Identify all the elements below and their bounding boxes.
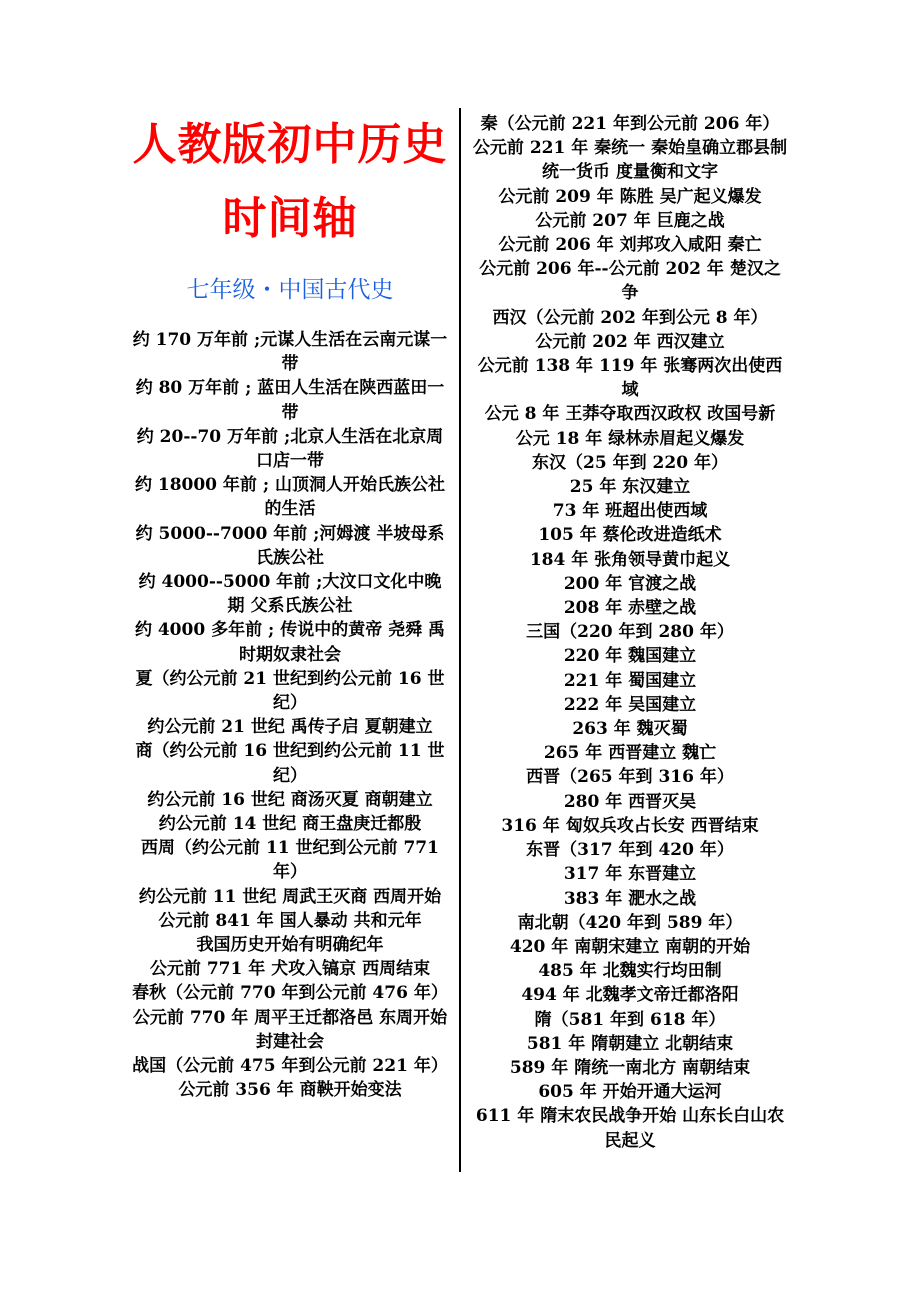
title-line-2: 时间轴 (222, 193, 358, 244)
timeline-entry: 公元前 841 年 国人暴动 共和元年 (158, 910, 422, 931)
timeline-entry: 商（约公元前 16 世纪到约公元前 11 世纪） (135, 741, 445, 786)
timeline-entry: 春秋（公元前 770 年到公元前 476 年） (132, 983, 448, 1004)
timeline-entry: 公元前 207 年 巨鹿之战 (535, 210, 725, 231)
timeline-entry: 589 年 隋统一南北方 南朝结束 (509, 1057, 751, 1078)
timeline-entry: 约 4000--5000 年前 ;大汶口文化中晚期 父系氏族公社 (138, 572, 442, 617)
timeline-entry: 东晋（317 年到 420 年） (526, 840, 734, 861)
timeline-entry: 316 年 匈奴兵攻占长安 西晋结束 (501, 815, 759, 836)
timeline-entry: 73 年 班超出使西域 (552, 501, 708, 522)
timeline-entry: 西汉（公元前 202 年到公元 8 年） (492, 307, 768, 328)
timeline-entry: 西周（约公元前 11 世纪到公元前 771 年） (141, 838, 439, 883)
timeline-entry: 383 年 淝水之战 (563, 888, 697, 909)
title-line-1: 人教版初中历史 (132, 119, 448, 170)
timeline-entry: 公元前 356 年 商鞅开始变法 (178, 1080, 402, 1101)
timeline-entry: 605 年 开始开通大运河 (538, 1082, 722, 1103)
timeline-entry: 208 年 赤壁之战 (563, 598, 697, 619)
right-timeline-list (470, 112, 790, 1153)
timeline-entry: 200 年 官渡之战 (563, 573, 697, 594)
timeline-entry: 222 年 吴国建立 (563, 694, 697, 715)
timeline-entry: 公元前 209 年 陈胜 吴广起义爆发 (498, 186, 762, 207)
timeline-entry: 南北朝（420 年到 589 年） (517, 912, 743, 933)
timeline-entry: 东汉（25 年到 220 年） (532, 452, 728, 473)
column-divider (459, 108, 461, 1172)
timeline-entry: 公元前 206 年--公元前 202 年 楚汉之争 (479, 259, 781, 304)
timeline-entry: 494 年 北魏孝文帝迁都洛阳 (521, 985, 739, 1006)
timeline-entry: 公元 18 年 绿林赤眉起义爆发 (515, 428, 745, 449)
timeline-entry: 25 年 东汉建立 (569, 477, 691, 498)
timeline-entry: 公元 8 年 王莽夺取西汉政权 改国号新 (484, 404, 776, 425)
timeline-entry: 约公元前 21 世纪 禹传子启 夏朝建立 (147, 717, 433, 738)
timeline-entry: 隋（581 年到 618 年） (534, 1009, 726, 1030)
timeline-entry: 611 年 隋末农民战争开始 山东长白山农民起义 (475, 1106, 785, 1151)
timeline-entry: 公元前 771 年 犬攻入镐京 西周结束 (149, 959, 431, 980)
timeline-entry: 约 80 万年前 ; 蓝田人生活在陕西蓝田一带 (135, 378, 445, 423)
timeline-entry: 263 年 魏灭蜀 (572, 719, 688, 740)
timeline-entry: 485 年 北魏实行均田制 (538, 961, 722, 982)
timeline-entry: 221 年 蜀国建立 (563, 670, 697, 691)
timeline-entry: 公元前 202 年 西汉建立 (535, 331, 725, 352)
timeline-entry: 西晋（265 年到 316 年） (526, 767, 734, 788)
timeline-entry: 我国历史开始有明确纪年 (196, 935, 384, 956)
timeline-entry: 265 年 西晋建立 魏亡 (543, 743, 717, 764)
timeline-entry: 105 年 蔡伦改进造纸术 (538, 525, 722, 546)
timeline-entry: 公元前 221 年 秦统一 秦始皇确立郡县制 统一货币 度量衡和文字 (472, 138, 788, 183)
timeline-entry: 约公元前 14 世纪 商王盘庚迁都殷 (158, 814, 422, 835)
timeline-entry: 夏（约公元前 21 世纪到约公元前 16 世纪） (135, 668, 445, 714)
timeline-entry: 约公元前 11 世纪 周武王灭商 西周开始 (138, 886, 442, 907)
timeline-entry: 公元前 206 年 刘邦攻入咸阳 秦亡 (498, 235, 762, 256)
timeline-entry: 约 18000 年前 ; 山顶洞人开始氏族公社的生活 (134, 475, 446, 520)
left-column (130, 108, 450, 1103)
timeline-entry: 约公元前 16 世纪 商汤灭夏 商朝建立 (147, 789, 433, 810)
timeline-entry: 581 年 隋朝建立 北朝结束 (526, 1033, 734, 1054)
subtitle: 七年级・中国古代史 (186, 277, 394, 303)
timeline-entry: 约 5000--7000 年前 ;河姆渡 半坡母系氏族公社 (135, 523, 445, 568)
timeline-entry: 战国（公元前 475 年到公元前 221 年） (132, 1056, 448, 1077)
timeline-entry: 三国（220 年到 280 年） (526, 622, 734, 643)
timeline-entry: 约 170 万年前 ;元谋人生活在云南元谋一带 (132, 330, 448, 375)
timeline-entry: 220 年 魏国建立 (563, 646, 697, 667)
timeline-entry: 公元前 138 年 119 年 张骞两次出使西域 (477, 356, 783, 401)
timeline-entry: 约 20--70 万年前 ;北京人生活在北京周口店一带 (136, 426, 444, 472)
timeline-entry: 184 年 张角领导黄巾起义 (529, 549, 731, 570)
right-column (470, 112, 790, 1153)
timeline-entry: 280 年 西晋灭吴 (563, 791, 697, 812)
timeline-entry: 公元前 770 年 周平王迁都洛邑 东周开始封建社会 (132, 1007, 448, 1052)
timeline-entry: 秦（公元前 221 年到公元前 206 年） (480, 114, 780, 134)
timeline-entry: 约 4000 多年前 ; 传说中的黄帝 尧舜 禹时期奴隶社会 (134, 620, 446, 665)
timeline-entry: 420 年 南朝宋建立 南朝的开始 (509, 936, 751, 957)
left-timeline-list (130, 328, 450, 1103)
timeline-entry: 317 年 东晋建立 (563, 864, 697, 885)
